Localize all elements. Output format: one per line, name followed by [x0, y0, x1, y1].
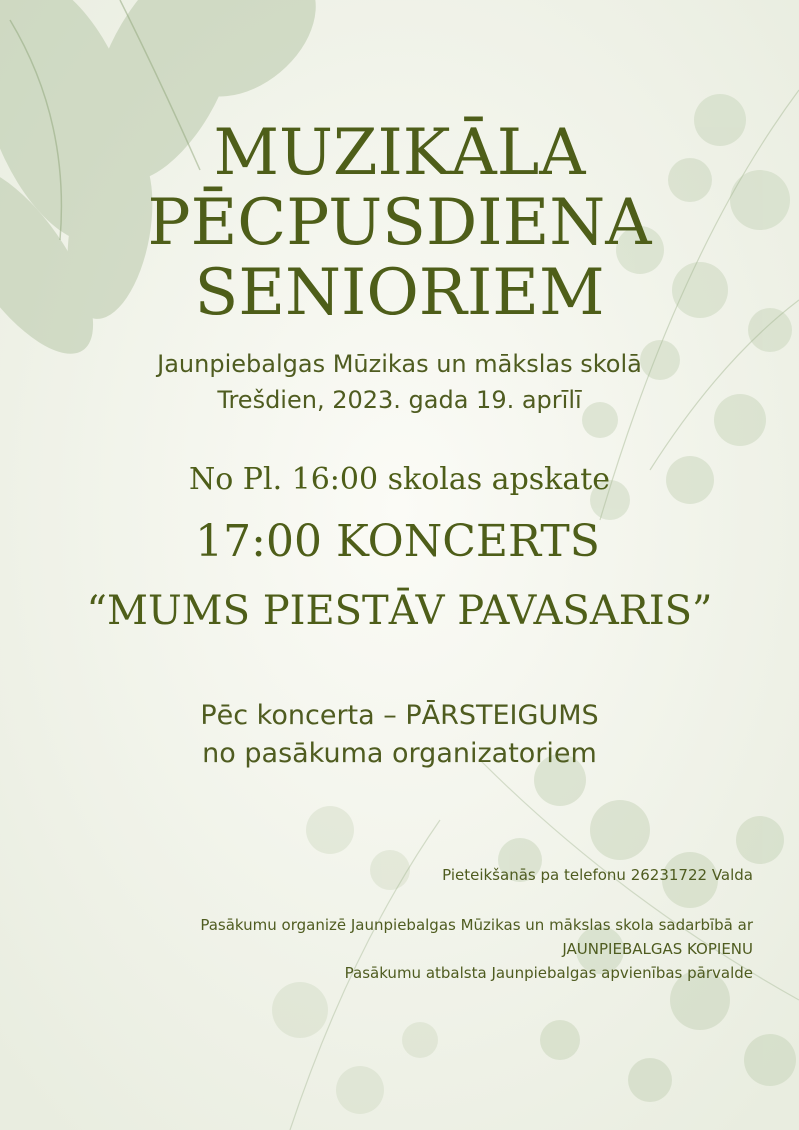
title-line-2: PĒCPUSDIENA — [147, 186, 652, 260]
concert-time: 17:00 KONCERTS — [195, 516, 600, 567]
tour-time: No Pl. 16:00 skolas apskate — [188, 462, 611, 497]
registration-info: Pieteikšanās pa telefonu 26231722 Valda — [442, 866, 753, 884]
title-line-3: SENIORIEM — [194, 256, 605, 330]
concert-name: “MUMS PIESTĀV PAVASARIS” — [86, 588, 713, 634]
date: Trešdien, 2023. gada 19. aprīlī — [217, 386, 582, 414]
organizer-line-2: JAUNPIEBALGAS KOPIENU — [562, 940, 753, 958]
title-line-1: MUZIKĀLA — [213, 116, 586, 190]
organizer-line-3: Pasākumu atbalsta Jaunpiebalgas apvienības pārvalde — [344, 964, 753, 982]
organizer-line-1: Pasākumu organizē Jaunpiebalgas Mūzikas un mākslas skola sadarbībā ar — [200, 916, 753, 934]
surprise-line-1: Pēc koncerta – PĀRSTEIGUMS — [200, 700, 599, 731]
venue: Jaunpiebalgas Mūzikas un mākslas skolā — [157, 350, 642, 378]
surprise-line-2: no pasākuma organizatoriem — [202, 738, 597, 769]
